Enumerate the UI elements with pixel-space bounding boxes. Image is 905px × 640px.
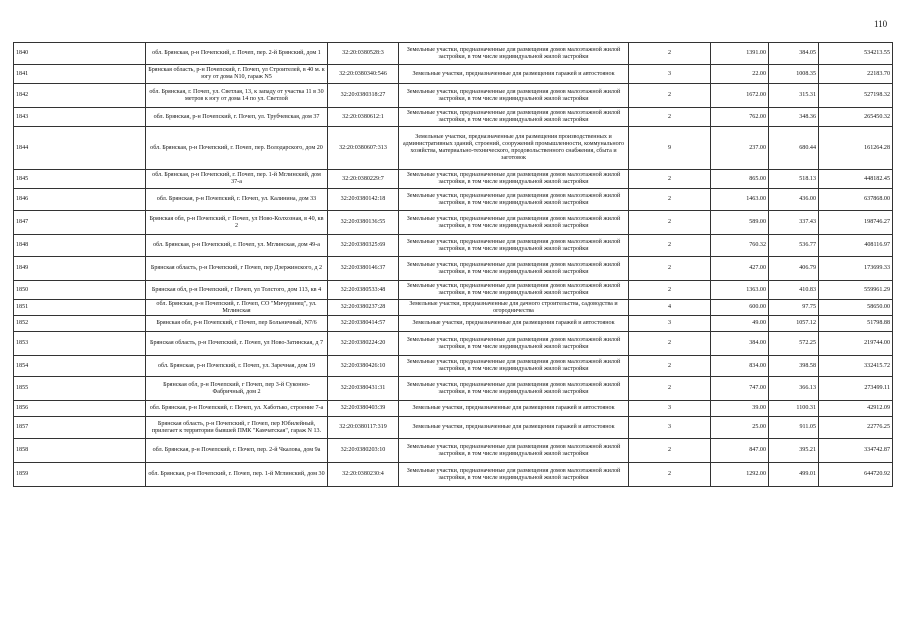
plot-area: 760.32	[711, 235, 769, 257]
use-category: 2	[629, 211, 711, 235]
use-category: 2	[629, 356, 711, 377]
row-number: 1851	[14, 300, 146, 316]
row-number: 1856	[14, 401, 146, 417]
row-number: 1848	[14, 235, 146, 257]
use-category: 2	[629, 108, 711, 127]
plot-area: 49.00	[711, 316, 769, 332]
specific-value: 1057.12	[769, 316, 819, 332]
plot-address: обл. Брянская, р-н Почепский, г. Почеп, пер. 1-й Мглинский, дом 30	[146, 463, 328, 487]
cadastral-value: 219744.00	[819, 332, 893, 356]
use-category: 2	[629, 84, 711, 108]
permitted-use: Земельные участки, предназначенные для размещения гаражей и автостоянок	[399, 401, 629, 417]
cadastral-value: 42912.09	[819, 401, 893, 417]
plot-area: 22.00	[711, 65, 769, 84]
row-number: 1855	[14, 377, 146, 401]
plot-address: Брянская обл, р-н Почепский, г Почеп, ул Ново-Колхозная, в 40, кв 2	[146, 211, 328, 235]
row-number: 1842	[14, 84, 146, 108]
table-row	[14, 281, 893, 300]
row-number: 1844	[14, 127, 146, 170]
use-category: 2	[629, 281, 711, 300]
specific-value: 395.21	[769, 439, 819, 463]
plot-area: 834.00	[711, 356, 769, 377]
plot-address: Брянская область, р-н Почепский, г. Почеп, ул Ново-Затинская, д 7	[146, 332, 328, 356]
cadastral-value: 644720.92	[819, 463, 893, 487]
plot-address: обл. Брянская, р-н Почепский, г. Почеп, СО "Мичуринец", ул. Мглинская	[146, 300, 328, 316]
specific-value: 406.79	[769, 257, 819, 281]
land-plot-table	[13, 42, 893, 487]
use-category: 2	[629, 170, 711, 189]
permitted-use: Земельные участки, предназначенные для размещения домов малоэтажной жилой застройки, в том числе индивидуальной жилой застройки	[399, 235, 629, 257]
permitted-use: Земельные участки, предназначенные для размещения домов малоэтажной жилой застройки, в том числе индивидуальной жилой застройки	[399, 189, 629, 211]
use-category: 2	[629, 257, 711, 281]
plot-address: обл. Брянская, р-н Почепский, г. Почеп, ул. Калинина, дом 33	[146, 189, 328, 211]
plot-address: Брянская обл, р-н Почепский, г Почеп, ул Толстого, дом 113, кв 4	[146, 281, 328, 300]
cadastral-number: 32:20:0380237:28	[328, 300, 399, 316]
cadastral-number: 32:20:0380142:18	[328, 189, 399, 211]
use-category: 3	[629, 65, 711, 84]
table-row	[14, 401, 893, 417]
permitted-use: Земельные участки, предназначенные для размещения домов малоэтажной жилой застройки, в том числе индивидуальной жилой застройки	[399, 170, 629, 189]
plot-address: обл. Брянская, г. Почеп, ул. Светлая, 13, к западу от участка 11 в 30 метров к югу от дома 14 по ул. Светлой	[146, 84, 328, 108]
specific-value: 410.83	[769, 281, 819, 300]
plot-address: Брянская область, р-н Почепский, г. Почеп, ул Строителей, в 40 м. к югу от дома N10, гараж N5	[146, 65, 328, 84]
permitted-use: Земельные участки, предназначенные для размещения домов малоэтажной жилой застройки, в том числе индивидуальной жилой застройки	[399, 43, 629, 65]
cadastral-value: 334742.87	[819, 439, 893, 463]
permitted-use: Земельные участки, предназначенные для размещения домов малоэтажной жилой застройки, в том числе индивидуальной жилой застройки	[399, 439, 629, 463]
cadastral-number: 32:20:0380533:48	[328, 281, 399, 300]
permitted-use: Земельные участки, предназначенные для размещения домов малоэтажной жилой застройки, в том числе индивидуальной жилой застройки	[399, 281, 629, 300]
row-number: 1852	[14, 316, 146, 332]
permitted-use: Земельные участки, предназначенные для размещения домов малоэтажной жилой застройки, в том числе индивидуальной жилой застройки	[399, 257, 629, 281]
specific-value: 680.44	[769, 127, 819, 170]
plot-area: 847.00	[711, 439, 769, 463]
plot-address: обл. Брянская, р-н Почепский, г. Почеп, ул. Хаботько, строение 7-а	[146, 401, 328, 417]
plot-area: 600.00	[711, 300, 769, 316]
plot-address: Брянская область, р-н Почепский, г Почеп, пер Юбилейный, прилегает к территории бывшей ПМК "Камчатская", гараж N 13.	[146, 417, 328, 439]
plot-area: 384.00	[711, 332, 769, 356]
specific-value: 1100.31	[769, 401, 819, 417]
cadastral-value: 265450.32	[819, 108, 893, 127]
plot-address: Брянская обл, р-н Почепский, г Почеп, пер 3-й Суконно-Фабричный, дом 2	[146, 377, 328, 401]
use-category: 9	[629, 127, 711, 170]
use-category: 3	[629, 316, 711, 332]
cadastral-value: 22776.25	[819, 417, 893, 439]
row-number: 1846	[14, 189, 146, 211]
table-row	[14, 377, 893, 401]
cadastral-value: 332415.72	[819, 356, 893, 377]
cadastral-value: 527198.32	[819, 84, 893, 108]
plot-area: 1463.00	[711, 189, 769, 211]
row-number: 1847	[14, 211, 146, 235]
cadastral-value: 559961.29	[819, 281, 893, 300]
specific-value: 398.58	[769, 356, 819, 377]
use-category: 2	[629, 439, 711, 463]
table-row	[14, 300, 893, 316]
specific-value: 536.77	[769, 235, 819, 257]
cadastral-value: 637868.00	[819, 189, 893, 211]
cadastral-number: 32:20:0380612:1	[328, 108, 399, 127]
plot-address: обл. Брянская, р-н Почепский, г. Почеп, пер. 1-й Мглинский, дом 37-а	[146, 170, 328, 189]
use-category: 2	[629, 43, 711, 65]
cadastral-value: 273499.11	[819, 377, 893, 401]
permitted-use: Земельные участки, предназначенные для размещения домов малоэтажной жилой застройки, в том числе индивидуальной жилой застройки	[399, 463, 629, 487]
table-row	[14, 170, 893, 189]
row-number: 1841	[14, 65, 146, 84]
table-row	[14, 127, 893, 170]
table-row	[14, 356, 893, 377]
plot-area: 1363.00	[711, 281, 769, 300]
specific-value: 97.75	[769, 300, 819, 316]
plot-address: обл. Брянская, р-н Почепский, г. Почеп, пер. 2-й Чкалова, дом 9а	[146, 439, 328, 463]
table-row	[14, 108, 893, 127]
table-row	[14, 463, 893, 487]
specific-value: 366.13	[769, 377, 819, 401]
row-number: 1843	[14, 108, 146, 127]
plot-area: 762.00	[711, 108, 769, 127]
cadastral-value: 58650.00	[819, 300, 893, 316]
cadastral-number: 32:20:0380607:313	[328, 127, 399, 170]
cadastral-value: 408116.97	[819, 235, 893, 257]
row-number: 1840	[14, 43, 146, 65]
plot-address: обл. Брянская, р-н Почепский, г. Почеп, пер. 2-й Брянский, дом 1	[146, 43, 328, 65]
cadastral-value: 198746.27	[819, 211, 893, 235]
cadastral-number: 32:20:0380528:3	[328, 43, 399, 65]
cadastral-number: 32:20:0380403:39	[328, 401, 399, 417]
specific-value: 384.05	[769, 43, 819, 65]
specific-value: 315.31	[769, 84, 819, 108]
cadastral-value: 173699.33	[819, 257, 893, 281]
row-number: 1845	[14, 170, 146, 189]
cadastral-number: 32:20:0380318:27	[328, 84, 399, 108]
plot-area: 39.00	[711, 401, 769, 417]
table-row	[14, 257, 893, 281]
cadastral-value: 22183.70	[819, 65, 893, 84]
table-row	[14, 65, 893, 84]
cadastral-number: 32:20:0380340:546	[328, 65, 399, 84]
use-category: 4	[629, 300, 711, 316]
row-number: 1850	[14, 281, 146, 300]
use-category: 2	[629, 463, 711, 487]
page-number: 110	[874, 19, 888, 29]
permitted-use: Земельные участки, предназначенные для размещения домов малоэтажной жилой застройки, в том числе индивидуальной жилой застройки	[399, 84, 629, 108]
specific-value: 518.13	[769, 170, 819, 189]
cadastral-number: 32:20:0380203:10	[328, 439, 399, 463]
cadastral-value: 161264.28	[819, 127, 893, 170]
cadastral-value: 448182.45	[819, 170, 893, 189]
table-row	[14, 417, 893, 439]
row-number: 1859	[14, 463, 146, 487]
table-body	[14, 43, 893, 487]
table-row	[14, 84, 893, 108]
cadastral-number: 32:20:0380426:10	[328, 356, 399, 377]
cadastral-number: 32:20:0380229:7	[328, 170, 399, 189]
cadastral-value: 51798.88	[819, 316, 893, 332]
specific-value: 348.36	[769, 108, 819, 127]
permitted-use: Земельные участки, предназначенные для размещения домов малоэтажной жилой застройки, в том числе индивидуальной жилой застройки	[399, 377, 629, 401]
plot-address: Брянская область, р-н Почепский, г Почеп, пер Дзержинского, д 2	[146, 257, 328, 281]
cadastral-number: 32:20:0380146:37	[328, 257, 399, 281]
use-category: 3	[629, 401, 711, 417]
cadastral-number: 32:20:0380136:55	[328, 211, 399, 235]
table-row	[14, 43, 893, 65]
table-row	[14, 332, 893, 356]
row-number: 1858	[14, 439, 146, 463]
specific-value: 911.05	[769, 417, 819, 439]
row-number: 1857	[14, 417, 146, 439]
use-category: 3	[629, 417, 711, 439]
permitted-use: Земельные участки, предназначенные для дачного строительства, садоводства и огородничества	[399, 300, 629, 316]
plot-address: обл. Брянская, р-н Почепский, г. Почеп, ул. Мглинская, дом 49-а	[146, 235, 328, 257]
specific-value: 1008.35	[769, 65, 819, 84]
cadastral-value: 534213.55	[819, 43, 893, 65]
table-row	[14, 316, 893, 332]
table-row	[14, 189, 893, 211]
permitted-use: Земельные участки, предназначенные для размещения домов малоэтажной жилой застройки, в том числе индивидуальной жилой застройки	[399, 211, 629, 235]
use-category: 2	[629, 377, 711, 401]
cadastral-number: 32:20:0380414:57	[328, 316, 399, 332]
plot-address: Брянская обл, р-н Почепский, г Почеп, пер Больничный, N7/6	[146, 316, 328, 332]
permitted-use: Земельные участки, предназначенные для размещения домов малоэтажной жилой застройки, в том числе индивидуальной жилой застройки	[399, 108, 629, 127]
row-number: 1853	[14, 332, 146, 356]
cadastral-number: 32:20:0380224:20	[328, 332, 399, 356]
plot-area: 427.00	[711, 257, 769, 281]
cadastral-number: 32:20:0380325:69	[328, 235, 399, 257]
plot-address: обл. Брянская, р-н Почепский, г. Почеп, ул. Заречная, дом 19	[146, 356, 328, 377]
cadastral-number: 32:20:0380230:4	[328, 463, 399, 487]
use-category: 2	[629, 332, 711, 356]
permitted-use: Земельные участки, предназначенные для размещения производственных и административных зданий, строений, сооружений промышленности, коммунального хозяйства, материально-технического, продовольственного снабжения, сбыта и заготовок	[399, 127, 629, 170]
cadastral-number: 32:20:0380431:31	[328, 377, 399, 401]
plot-address: обл. Брянская, р-н Почепский, г. Почеп, ул. Трубчевская, дом 37	[146, 108, 328, 127]
table-row	[14, 211, 893, 235]
plot-area: 865.00	[711, 170, 769, 189]
use-category: 2	[629, 235, 711, 257]
plot-area: 25.00	[711, 417, 769, 439]
use-category: 2	[629, 189, 711, 211]
permitted-use: Земельные участки, предназначенные для размещения гаражей и автостоянок	[399, 417, 629, 439]
table-row	[14, 439, 893, 463]
specific-value: 436.00	[769, 189, 819, 211]
plot-area: 1672.00	[711, 84, 769, 108]
permitted-use: Земельные участки, предназначенные для размещения домов малоэтажной жилой застройки, в том числе индивидуальной жилой застройки	[399, 332, 629, 356]
plot-area: 237.00	[711, 127, 769, 170]
permitted-use: Земельные участки, предназначенные для размещения гаражей и автостоянок	[399, 65, 629, 84]
row-number: 1854	[14, 356, 146, 377]
table-row	[14, 235, 893, 257]
specific-value: 572.25	[769, 332, 819, 356]
plot-area: 1391.00	[711, 43, 769, 65]
permitted-use: Земельные участки, предназначенные для размещения домов малоэтажной жилой застройки, в том числе индивидуальной жилой застройки	[399, 356, 629, 377]
specific-value: 337.43	[769, 211, 819, 235]
plot-address: обл. Брянская, р-н Почепский, г. Почеп, пер. Володарского, дом 20	[146, 127, 328, 170]
specific-value: 499.01	[769, 463, 819, 487]
plot-area: 1292.00	[711, 463, 769, 487]
cadastral-number: 32:20:0380117:319	[328, 417, 399, 439]
plot-area: 747.00	[711, 377, 769, 401]
permitted-use: Земельные участки, предназначенные для размещения гаражей и автостоянок	[399, 316, 629, 332]
row-number: 1849	[14, 257, 146, 281]
plot-area: 589.00	[711, 211, 769, 235]
